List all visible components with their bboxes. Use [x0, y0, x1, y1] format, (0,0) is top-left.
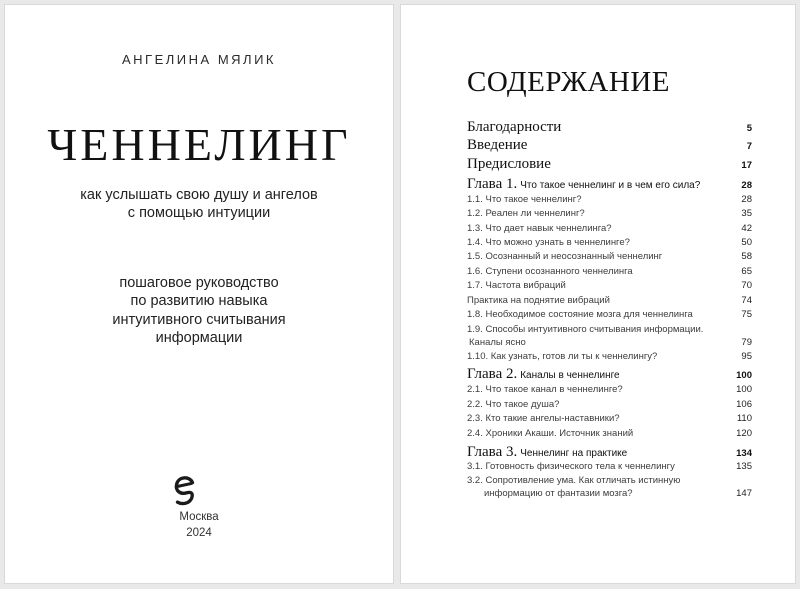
toc-page-number: 74	[741, 294, 752, 306]
toc-entry-label: Практика на поднятие вибраций	[467, 294, 610, 306]
toc-entry-label: 1.10. Как узнать, готов ли ты к ченнелингу?	[467, 350, 658, 362]
toc-page-number: 147	[736, 487, 752, 499]
book-subtitle	[5, 186, 393, 222]
toc-page-number: 106	[736, 398, 752, 410]
toc-entry-label: Введение	[467, 137, 528, 153]
toc-entry-label: 1.3. Что дает навык ченнелинга?	[467, 222, 612, 234]
publication-city: Москва	[179, 511, 219, 523]
toc-entry	[467, 398, 752, 411]
toc-entry	[467, 412, 752, 425]
book-title: ЧЕННЕЛИНГ	[47, 119, 351, 170]
chapter-title: Что такое ченнелинг и в чем его сила?	[520, 180, 701, 191]
toc-page-number: 110	[736, 412, 752, 424]
toc-entry	[467, 136, 752, 154]
description-line: интуитивного считывания	[112, 311, 286, 328]
toc-entry	[467, 193, 752, 206]
toc-entry-label: 1.2. Реален ли ченнелинг?	[467, 207, 585, 219]
toc-entry	[467, 207, 752, 220]
toc-entry-label: Благодарности	[467, 119, 562, 135]
toc-entry	[467, 250, 752, 263]
toc-page-number: 17	[741, 160, 752, 171]
toc-page-number: 79	[741, 336, 752, 348]
toc-entry-label: 3.1. Готовность физического тела к ченнелингу	[467, 460, 675, 472]
imprint	[5, 509, 393, 541]
title-page	[5, 5, 393, 583]
publisher-logo-icon	[171, 472, 199, 508]
toc-entry	[467, 460, 752, 473]
toc-page-number: 75	[741, 308, 752, 320]
subtitle-line: как услышать свою душу и ангелов	[80, 187, 318, 203]
toc-entry-label: 1.7. Частота вибраций	[467, 279, 566, 291]
toc-page-number: 28	[741, 180, 752, 191]
toc-entry-label: 1.4. Что можно узнать в ченнелинге?	[467, 236, 630, 248]
toc-page-number: 65	[741, 265, 752, 277]
toc-entry-label	[467, 474, 680, 500]
toc-entry	[467, 222, 752, 235]
publication-year: 2024	[186, 527, 212, 539]
toc-page-number: 95	[741, 350, 752, 362]
author-name: АНГЕЛИНА МЯЛИК	[122, 52, 276, 67]
toc-entry-label: 1.6. Ступени осознанного ченнелинга	[467, 265, 633, 277]
toc-page-number: 42	[741, 222, 752, 234]
toc-entry	[467, 383, 752, 396]
toc-entry-label: 2.2. Что такое душа?	[467, 398, 560, 410]
toc-entry	[467, 427, 752, 440]
toc-page-number: 58	[741, 250, 752, 262]
toc-page-number: 100	[736, 383, 752, 395]
toc-entry	[467, 118, 752, 136]
chapter-title: Ченнелинг на практике	[520, 448, 628, 459]
toc-entry-label: 1.8. Необходимое состояние мозга для ченнелинга	[467, 308, 693, 320]
toc-entry-line: Каналы ясно	[469, 336, 526, 348]
toc-entry-label: 2.3. Кто такие ангелы-наставники?	[467, 412, 620, 424]
toc-page-number: 134	[736, 448, 752, 459]
toc-entry	[467, 236, 752, 249]
toc-entry	[467, 350, 752, 363]
toc-entry	[467, 279, 752, 292]
toc-entry-line: 1.9. Способы интуитивного считывания информации.	[467, 323, 704, 335]
toc-page-number: 35	[741, 207, 752, 219]
toc-page-number: 5	[746, 123, 752, 134]
toc-entry-label	[467, 323, 703, 349]
toc-entry	[467, 323, 752, 349]
description-line: пошаговое руководство	[119, 275, 279, 291]
toc-page-number: 50	[741, 236, 752, 248]
chapter-title: Каналы в ченнелинге	[520, 370, 620, 381]
toc-page-number: 70	[741, 279, 752, 291]
toc-entry	[467, 265, 752, 278]
toc-page-number: 7	[746, 141, 752, 152]
chapter-number: Глава 2.	[467, 366, 518, 382]
toc-entry	[467, 155, 752, 173]
toc-entry-label: Предисловие	[467, 156, 551, 172]
chapter-number: Глава 3.	[467, 444, 518, 460]
toc-entry-label: 1.1. Что такое ченнелинг?	[467, 193, 582, 205]
book-description	[5, 274, 393, 347]
toc-entry-line: 3.2. Сопротивление ума. Как отличать истинную	[467, 474, 681, 486]
contents-page	[401, 5, 795, 583]
toc-page-number: 135	[736, 460, 752, 472]
toc-page-number: 120	[736, 427, 752, 439]
contents-heading: СОДЕРЖАНИЕ	[467, 66, 670, 98]
toc-entry	[467, 294, 752, 307]
toc-entry-label: 1.5. Осознанный и неосознанный ченнелинг	[467, 250, 663, 262]
toc-entry-label: 2.4. Хроники Акаши. Источник знаний	[467, 427, 634, 439]
toc-entry-line: информацию от фантазии мозга?	[484, 487, 633, 499]
toc-entry	[467, 308, 752, 321]
toc-entry	[467, 474, 752, 500]
description-line: по развитию навыка	[130, 293, 268, 310]
toc-entry-label: 2.1. Что такое канал в ченнелинге?	[467, 383, 623, 395]
chapter-number: Глава 1.	[467, 176, 518, 192]
toc-page-number: 28	[741, 193, 752, 205]
description-line: информации	[155, 329, 243, 346]
toc-page-number: 100	[736, 370, 752, 381]
subtitle-line: с помощью интуиции	[127, 205, 271, 221]
